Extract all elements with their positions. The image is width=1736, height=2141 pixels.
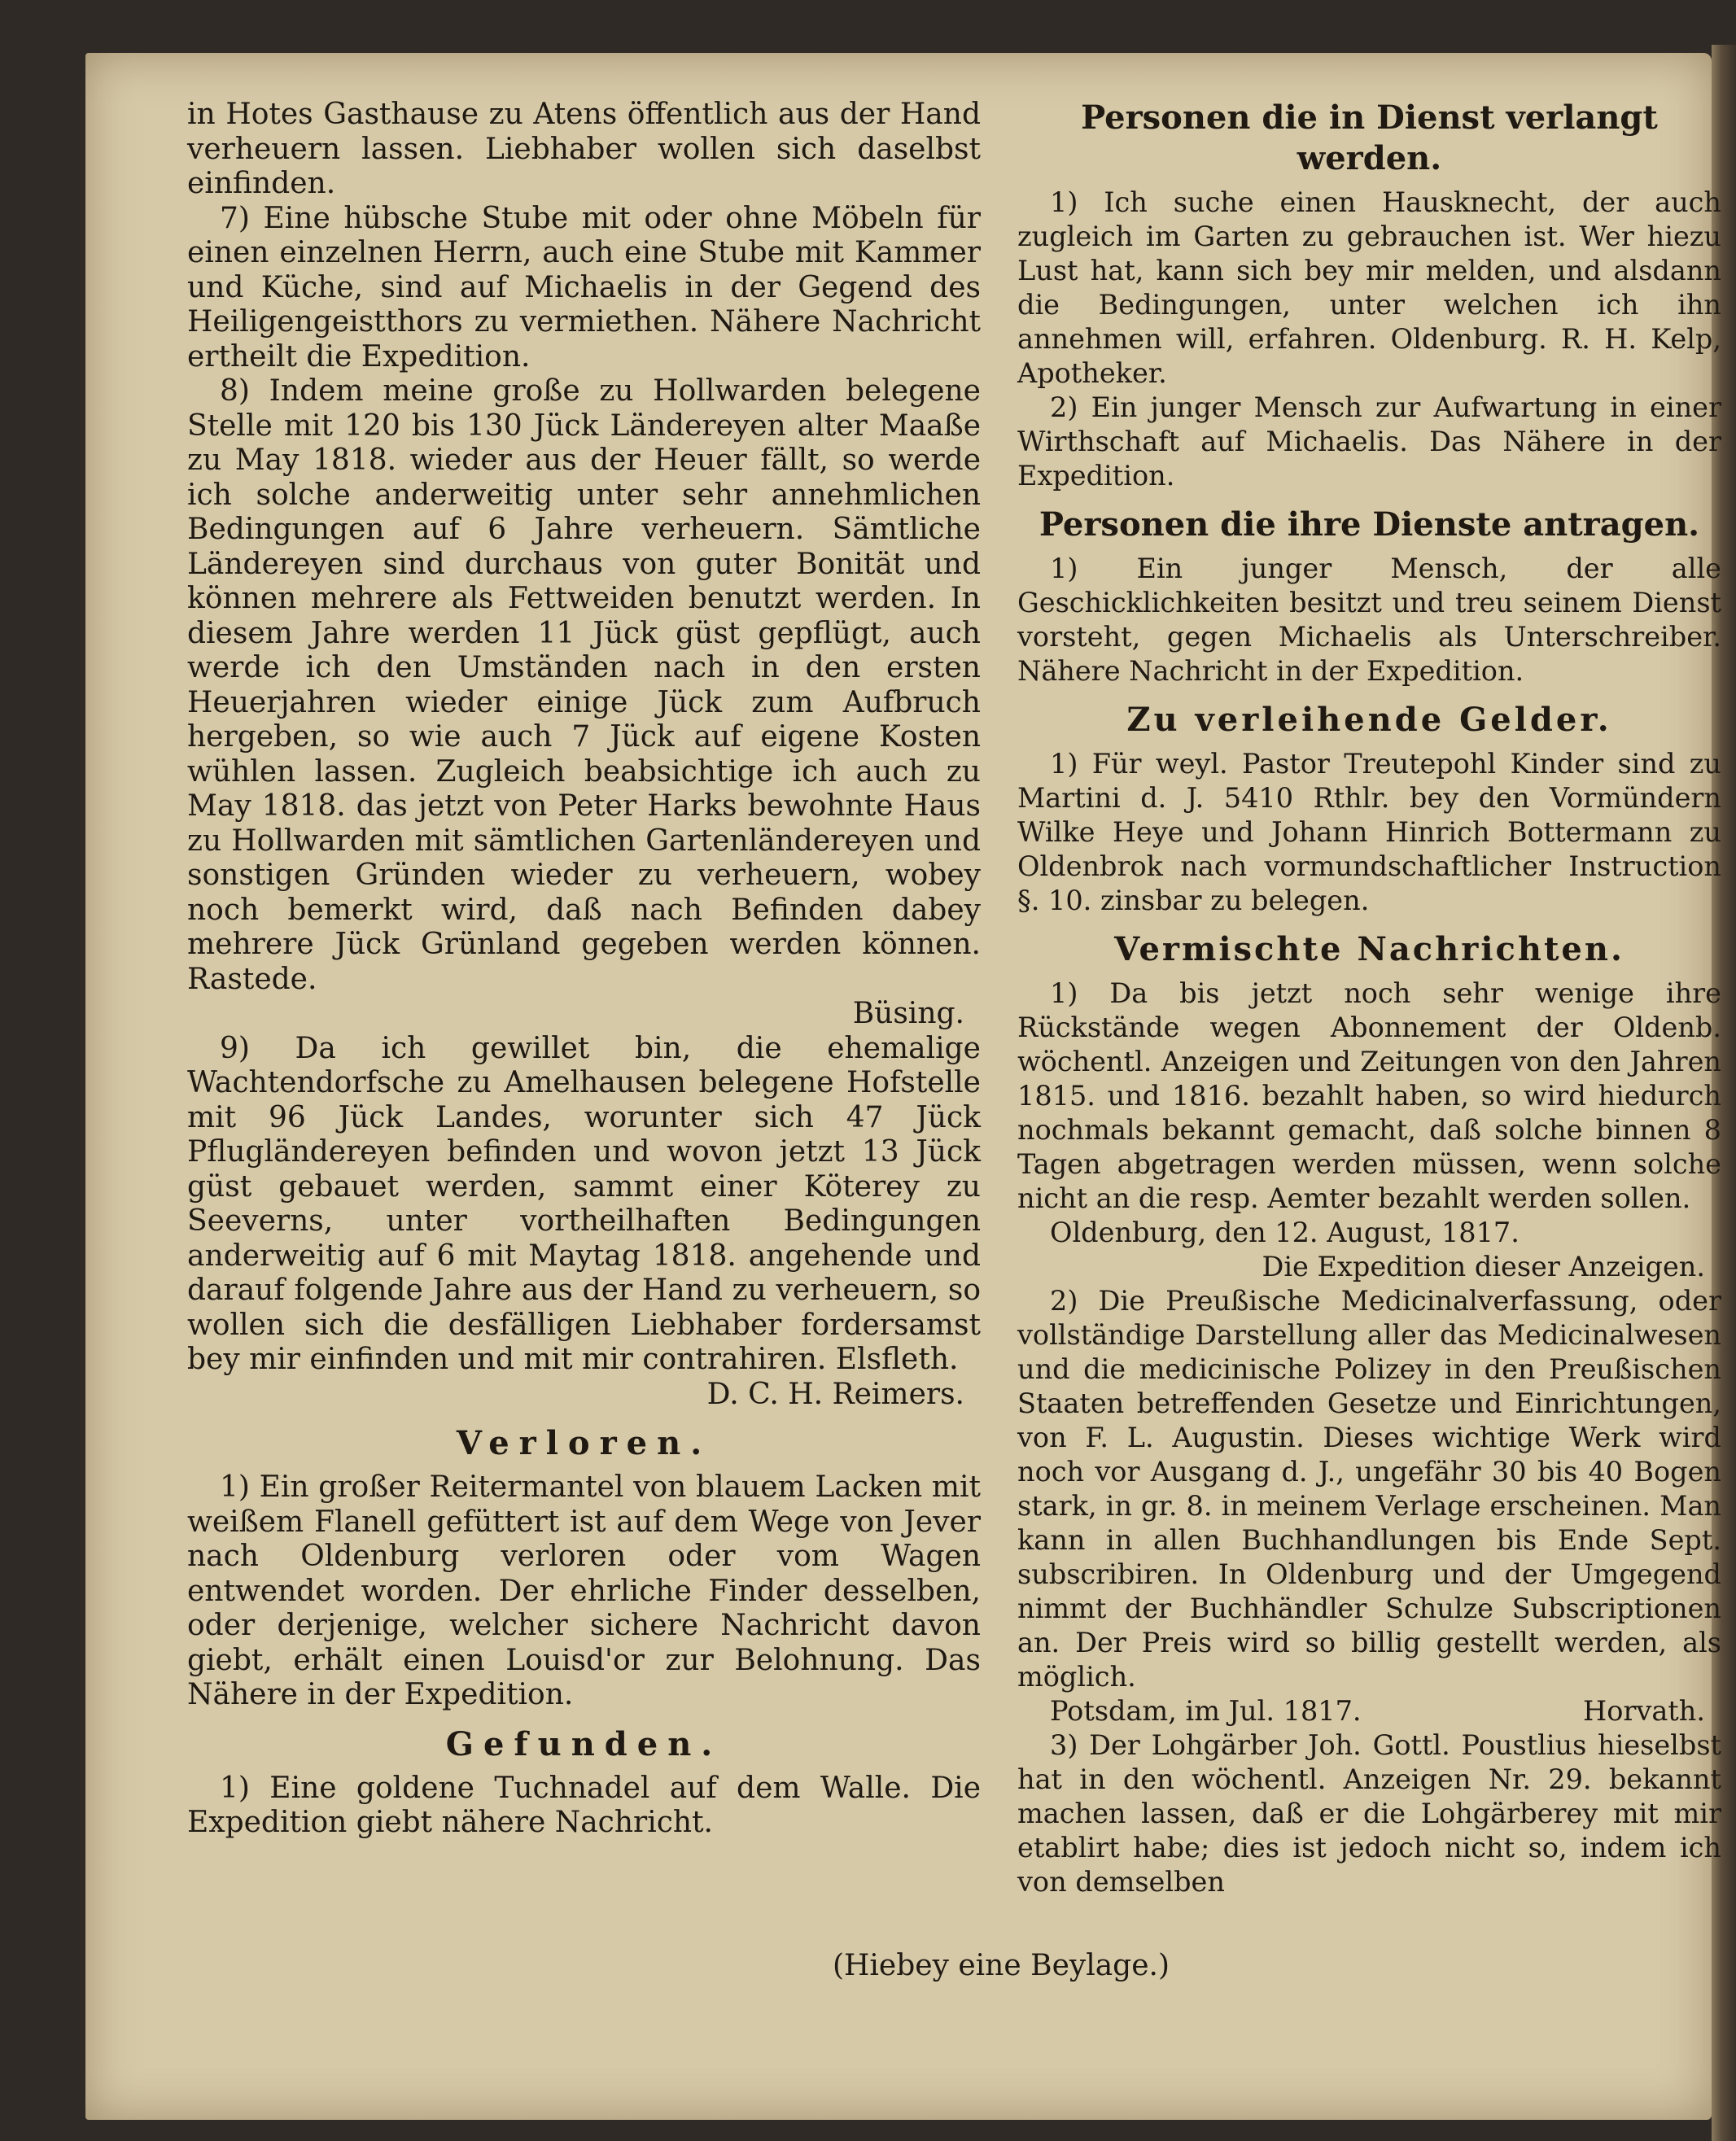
- verloren-1: 1) Ein großer Reitermantel von blauem Lacken mit weißem Flanell gefüttert ist auf dem Wege von Jever nach Oldenburg verloren oder vom Wagen entwendet worden. Der ehrliche Finder desselben, oder derjenige, welcher sichere Nachricht davon giebt, erhält einen Louisd'or zur Belohnung. Das Nähere in der Expedition.: [187, 1470, 981, 1711]
- ad-9: 9) Da ich gewillet bin, die ehemalige Wachtendorfsche zu Amelhausen belegene Hofstelle mit 96 Jück Landes, worunter sich 47 Jück Pflugländereyen befinden und wovon jetzt 13 Jück güst gebauet werden, sammt einer Köterey zu Seeverns, unter vortheilhaften Bedingungen anderweitig auf 6 mit Maytag 1818. angehende und darauf folgende Jahre aus der Hand zu verheuern, so wollen sich die desfälligen Liebhaber fordersamst bey mir einfinden und mit mir contrahiren. Elsfleth.: [187, 1031, 981, 1376]
- gelder-1: 1) Für weyl. Pastor Treutepohl Kinder sind zu Martini d. J. 5410 Rthlr. bey den Vormündern Wilke Heye und Johann Hinrich Bottermann zu Oldenbrok nach vormundschaftlicher Instruction §. 10. zinsbar zu belegen.: [1017, 748, 1721, 916]
- ad-7: 7) Eine hübsche Stube mit oder ohne Möbeln für einen einzelnen Herrn, auch eine Stube mit Kammer und Küche, sind auf Michaelis in der Gegend des Heiligengeistthors zu vermiethen. Nähere Nachricht ertheilt die Expedition.: [187, 201, 981, 374]
- footer-note: (Hiebey eine Beylage.): [832, 1949, 1170, 1982]
- heading-vermischte: Vermischte Nachrichten.: [1114, 930, 1624, 968]
- vermischte-3: 3) Der Lohgärber Joh. Gottl. Poustlius hieselbst hat in den wöchentl. Anzeigen Nr. 29. bekannt machen lassen, daß er die Lohgärberey mit mir etablirt habe; dies ist jedoch nicht so, indem ich von demselben: [1017, 1729, 1721, 1898]
- gefunden-1: 1) Eine goldene Tuchnadel auf dem Walle. Die Expedition giebt nähere Nachricht.: [187, 1771, 981, 1839]
- left-column: [187, 98, 981, 1841]
- vermischte-1-signature: Die Expedition dieser Anzeigen.: [1262, 1251, 1705, 1282]
- heading-verloren: Verloren.: [456, 1424, 712, 1462]
- heading-gelder: Zu verleihende Gelder.: [1126, 701, 1612, 739]
- verlangt-1: 1) Ich suche einen Hausknecht, der auch zugleich im Garten zu gebrauchen ist. Wer hiezu Lust hat, kann sich bey mir melden, und alsdann die Bedingungen, unter welchen ich ihn annehmen will, erfahren. Oldenburg. R. H. Kelp, Apotheker.: [1017, 186, 1721, 389]
- vermischte-2-signature: Horvath.: [1583, 1695, 1705, 1727]
- vermischte-2-place-text: Potsdam, im Jul. 1817.: [1050, 1695, 1362, 1727]
- heading-personen-antragen: Personen die ihre Dienste antragen.: [1039, 505, 1700, 544]
- vermischte-2-place: [1017, 1694, 1721, 1728]
- ad-8-signature: Büsing.: [852, 997, 964, 1030]
- ad-9-signature: D. C. H. Reimers.: [706, 1377, 964, 1411]
- antragen-1: 1) Ein junger Mensch, der alle Geschicklichkeiten besitzt und treu seinem Dienst vorsteht, gegen Michaelis als Unterschreiber. Nähere Nachricht in der Expedition.: [1017, 553, 1721, 687]
- ad-8: 8) Indem meine große zu Hollwarden belegene Stelle mit 120 bis 130 Jück Ländereyen alter Maaße zu May 1818. wieder aus der Heuer fällt, so werde ich solche anderweitig unter sehr annehmlichen Bedingungen auf 6 Jahre verheuern. Sämtliche Ländereyen sind durchaus von guter Bonität und können mehrere als Fettweiden benutzt werden. In diesem Jahre werden 11 Jück güst gepflügt, auch werde ich den Umständen nach in den ersten Heuerjahren wieder einige Jück zum Aufbruch hergeben, so wie auch 7 Jück auf eigene Kosten wühlen lassen. Zugleich beabsichtige ich auch zu May 1818. das jetzt von Peter Harks bewohnte Haus zu Hollwarden mit sämtlichen Gartenländereyen und sonstigen Gründen wieder zu verheuern, wobey noch bemerkt wird, daß nach Befinden dabey mehrere Jück Grünland gegeben werden können. Rastede.: [187, 374, 981, 996]
- vermischte-2: 2) Die Preußische Medicinalverfassung, oder vollständige Darstellung aller das Medicinalwesen und die medicinische Polizey in den Preußischen Staaten betreffenden Gesetze und Einrichtungen, von F. L. Augustin. Dieses wichtige Werk wird noch vor Ausgang d. J., ungefähr 30 bis 40 Bogen stark, in gr. 8. in meinem Verlage erscheinen. Man kann in allen Buchhandlungen bis Ende Sept. subscribiren. In Oldenburg und der Umgegend nimmt der Buchhändler Schulze Subscriptionen an. Der Preis wird so billig gestellt werden, als möglich.: [1017, 1285, 1721, 1693]
- verlangt-2: 2) Ein junger Mensch zur Aufwartung in einer Wirthschaft auf Michaelis. Das Nähere in der Expedition.: [1017, 391, 1721, 492]
- heading-personen-verlangt: Personen die in Dienst verlangt werden.: [1081, 98, 1658, 177]
- intro-paragraph: in Hotes Gasthause zu Atens öffentlich aus der Hand verheuern lassen. Liebhaber wollen sich daselbst einfinden.: [187, 98, 981, 200]
- vermischte-1-place: Oldenburg, den 12. August, 1817.: [1050, 1217, 1520, 1248]
- right-column: [1017, 98, 1721, 1899]
- vermischte-1: 1) Da bis jetzt noch sehr wenige ihre Rückstände wegen Abonnement der Oldenb. wöchentl. Anzeigen und Zeitungen von den Jahren 1815. und 1816. bezahlt haben, so wird hiedurch nochmals bekannt gemacht, daß solche binnen 8 Tagen abgetragen werden müssen, wenn solche nicht an die resp. Aemter bezahlt werden sollen.: [1017, 977, 1721, 1214]
- heading-gefunden: Gefunden.: [445, 1724, 723, 1763]
